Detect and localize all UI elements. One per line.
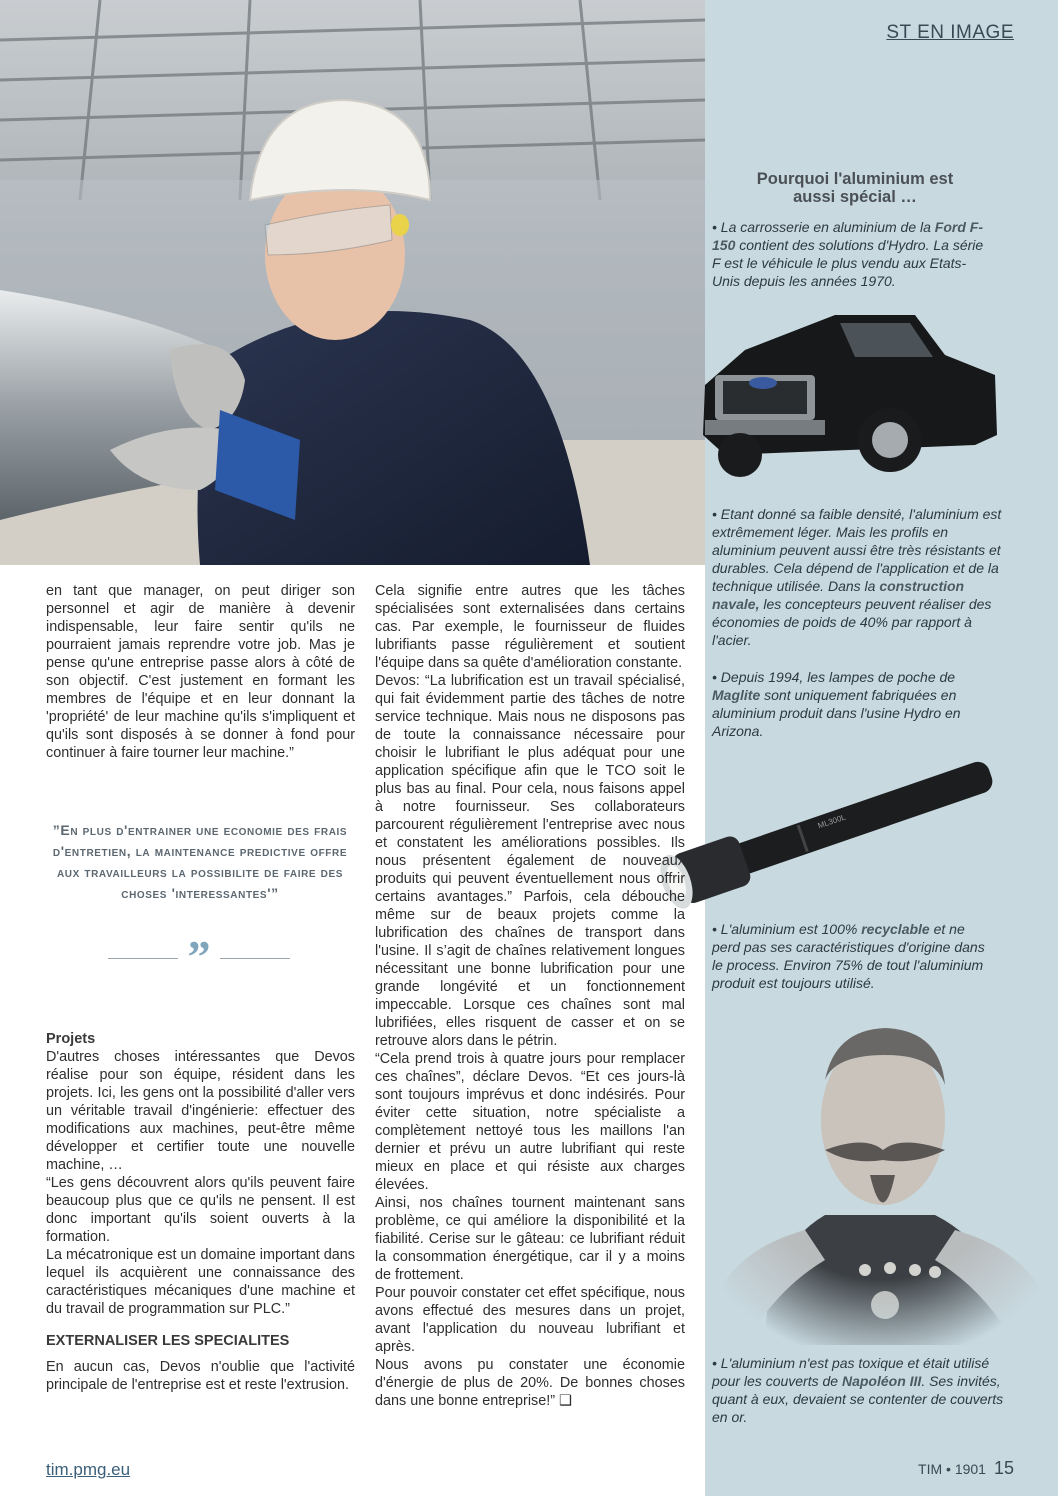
sidebar-item-recyclable	[712, 920, 987, 992]
footer-website-link[interactable]: tim.pmg.eu	[46, 1460, 131, 1479]
magazine-issue: TIM • 1901	[918, 1461, 986, 1477]
bullet: •	[712, 506, 717, 522]
sidebar-item-napoleon	[712, 1354, 1007, 1426]
sidebar-item-maglite	[712, 668, 987, 740]
text: L'aluminium est 100%	[720, 921, 862, 937]
sidebar-title: Pourquoi l'aluminium est aussi spécial …	[756, 170, 954, 206]
paragraph: Devos: “La lubrification est un travail spécialisé, qui fait évidemment partie des tâches de notre service technique. Mais nous ne disposons pas de toute la connaissance nécessaire pour choisir le lubrifiant le plus adéquat pour une application spécifique afin que le TCO soit le plus bas au final. Pour cela, nous faisons appel à notre fournisseur. Ses collaborateurs parcourent régulièrement l'entreprise avec nous et constatent les améliorations possibles. Ils nous présentent également de nouveaux produits qui peuvent éventuellement nous offrir certains avantages.” Parfois, cela débouche même sur de beaux projets comme la lubrification des chaînes de transport dans l'usine. Il s’agit de chaînes relativement longues nécessitant une bonne lubrification pour une grande longévité et un fonctionnement impeccable. Lorsque ces chaînes sont mal lubrifiées, elles risquent de casser et on se retrouve alors dans le pétrin.	[375, 673, 685, 1049]
quote-icon: ”	[187, 931, 211, 982]
paragraph: en tant que manager, on peut diriger son personnel et agir de manière à devenir indispensable, leur faire sentir qu'ils ne pourraient jamais reprendre votre job. Mas je pense qu'une entreprise passe alors à côté de son objectif. C'est justement en formant les membres de l'équipe et en leur donnant la 'propriété' de leur machine qu'ils s'impliquent et qu'ils sont disposés à se donner à fond pour continuer à faire tourner leur machine.”	[46, 583, 355, 761]
article-column-1-intro	[46, 582, 355, 762]
paragraph: D'autres choses intéressantes que Devos réalise pour son équipe, résident dans les projets. Ici, les gens ont la possibilité d'aller vers un véritable travail d'ingénierie: effectuer des modifications aux machines, peut-être même développer et certifier toute une nouvelle machine, …	[46, 1049, 355, 1173]
highlight: Napoléon III	[841, 1373, 922, 1389]
text: . Ses invités, quant à eux, devaient se contenter de couverts en or.	[712, 1373, 1004, 1425]
page-number: 15	[993, 1458, 1014, 1478]
paragraph: En aucun cas, Devos n'oublie que l'activité principale de l'entreprise est et reste l'extrusion.	[46, 1359, 355, 1393]
highlight: recyclable	[861, 921, 930, 937]
text: Depuis 1994, les lampes de poche de	[720, 669, 956, 685]
quote-separator	[108, 931, 290, 982]
paragraph: Pour pouvoir constater cet effet spécifique, nous avons effectué des mesures dans un projet, avant l'application du nouveau lubrifiant et après.	[375, 1285, 685, 1355]
text: sont uniquement fabriquées en aluminium produit dans l'usine Hydro en Arizona.	[712, 687, 961, 739]
paragraph: Cela signifie entre autres que les tâches spécialisées sont externalisées dans certains cas. Par exemple, le fournisseur de fluides lubrifiants passe régulièrement et soutient l'équipe dans sa quête d'amélioration constante.	[375, 583, 685, 671]
text: les concepteurs peuvent réaliser des économies de poids de 40% par rapport à l'acier.	[712, 596, 992, 648]
divider	[108, 958, 178, 959]
paragraph: “Les gens découvrent alors qu'ils peuvent faire beaucoup plus que ce qu'ils ne pensent. Il est donc important qu'ils soient ouverts à la formation.	[46, 1175, 355, 1245]
section-label: ST EN IMAGE	[886, 22, 1014, 43]
flashlight-label: ML300L	[816, 812, 847, 831]
sidebar-item-density	[712, 505, 1007, 649]
bullet: •	[712, 1355, 717, 1371]
text: et ne perd pas ses caractéristiques d'origine dans le process. Environ 75% de tout l'aluminium produit est toujours utilisé.	[712, 921, 985, 991]
highlight: construction navale,	[712, 578, 965, 612]
flashlight-photo	[650, 745, 1010, 915]
napoleon-portrait	[705, 1000, 1058, 1345]
section-heading-projets: Projets	[46, 1031, 96, 1047]
bullet: •	[712, 669, 717, 685]
worker-with-helmet-photo	[0, 0, 705, 565]
paragraph: Nous avons pu constater une économie d'énergie de plus de 20%. De bonnes choses dans une bonne entreprise!” ❑	[375, 1357, 685, 1409]
section-heading-externaliser: EXTERNALISER LES SPECIALITES	[46, 1333, 290, 1349]
bullet: •	[712, 219, 717, 235]
ford-pickup-photo	[685, 295, 1005, 495]
paragraph: “Cela prend trois à quatre jours pour remplacer ces chaînes”, déclare Devos. “Et ces jours-là sont toujours imprévus et donc indésirés. Pour éviter cette situation, notre spécialiste a complètement nettoyé tous les maillons l'an dernier et prévu un autre lubrifiant qui reste mieux en place et qui résiste aux charges élevées.	[375, 1051, 685, 1193]
paragraph: La mécatronique est un domaine important dans lequel ils acquièrent une connaissance des caractéristiques mécaniques d'une machine et du travail de programmation sur PLC.”	[46, 1247, 355, 1317]
sidebar-item-ford	[712, 218, 987, 290]
article-column-1-projets	[46, 1030, 355, 1394]
bullet: •	[712, 921, 717, 937]
pull-quote: ”En plus d'entrainer une economie des frais d'entretien, la maintenance predictive offre aux travailleurs la possibilite de faire des choses 'interessantes'”	[52, 822, 348, 901]
text: Etant donné sa faible densité, l'aluminium est extrêmement léger. Mais les profils en aluminium peuvent aussi être très résistants et durables. Cela dépend de l'application et de la technique utilisée. Dans la	[712, 506, 1002, 594]
highlight: Maglite	[712, 687, 761, 703]
factory-scene-illustration	[0, 0, 705, 565]
article-column-2	[375, 582, 685, 1410]
divider	[220, 958, 290, 959]
highlight: Ford F-150	[712, 219, 984, 253]
footer-issue	[918, 1458, 1014, 1479]
paragraph: Ainsi, nos chaînes tournent maintenant sans problème, ce qui améliore la disponibilité et la fiabilité. Cerise sur le gâteau: ce lubrifiant réduit la consommation énergétique, car il y a moins de frottement.	[375, 1195, 685, 1283]
text: L'aluminium n'est pas toxique et était utilisé pour les couverts de	[712, 1355, 990, 1389]
text: La carrosserie en aluminium de la	[720, 219, 935, 235]
text: contient des solutions d'Hydro. La série F est le véhicule le plus vendu aux Etats-Unis depuis les années 1970.	[712, 237, 984, 289]
